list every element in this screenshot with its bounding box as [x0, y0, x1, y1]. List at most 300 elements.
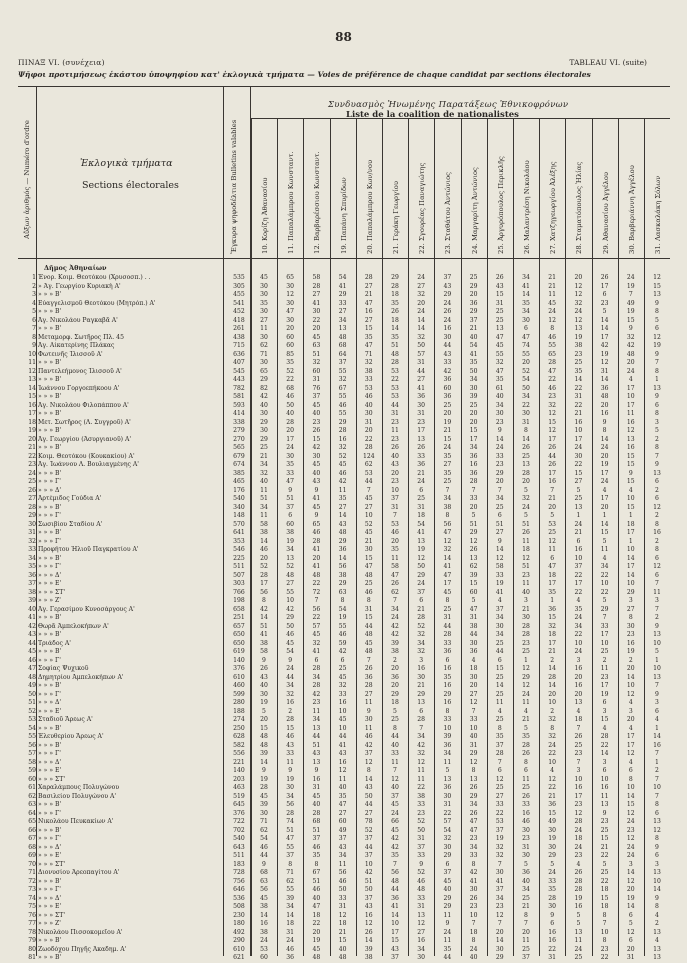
valid-ballots-cell: 782 — [233, 384, 245, 392]
vote-cell: 17 — [600, 495, 609, 502]
vote-cell: 23 — [574, 350, 583, 358]
valid-ballots-cell: 180 — [233, 920, 245, 927]
vote-cell: 5 — [471, 597, 476, 604]
vote-cell: 43 — [338, 520, 347, 528]
vote-cell: 13 — [417, 911, 426, 919]
row-number: 79 — [28, 937, 36, 944]
vote-cell: 12 — [600, 359, 609, 366]
vote-cell: 20 — [312, 325, 321, 332]
section-name: Ἀγ. Γερασίμου Κυνοσάργους Α' — [38, 605, 135, 613]
vote-cell: 37 — [338, 835, 347, 842]
vote-cell: 30 — [522, 614, 530, 621]
vote-cell: 21 — [574, 529, 583, 536]
vote-cell: 9 — [288, 767, 293, 774]
vote-cell: 13 — [574, 928, 583, 936]
vote-cell: 36 — [469, 452, 478, 460]
vote-cell: 37 — [522, 954, 530, 961]
vote-cell: 6 — [655, 571, 659, 579]
vote-cell: 13 — [653, 673, 661, 681]
vote-cell: 18 — [469, 665, 478, 672]
vote-cell: 36 — [443, 393, 452, 400]
vote-cell: 7 — [655, 359, 659, 366]
vote-cell: 20 — [626, 886, 635, 893]
vote-cell: 37 — [286, 852, 295, 859]
vote-cell: 16 — [574, 665, 583, 672]
row-number: 63 — [28, 801, 36, 808]
vote-cell: 36 — [548, 605, 557, 613]
vote-cell: 12 — [626, 750, 635, 757]
vote-cell: 1 — [628, 537, 633, 545]
row-number: 22 — [28, 452, 36, 460]
valid-ballots-cell: 279 — [233, 427, 245, 434]
vote-cell: 4 — [655, 937, 659, 944]
vote-cell: 8 — [471, 860, 476, 868]
vote-cell: 15 — [626, 316, 635, 324]
vote-cell: 15 — [338, 937, 347, 944]
vote-cell: 42 — [443, 367, 452, 375]
vote-cell: 37 — [443, 274, 452, 281]
candidate-header: 27. Χατζηγεωργίου Ἀλέξης — [549, 161, 558, 254]
vote-cell: 26 — [469, 784, 478, 791]
vote-cell: 47 — [469, 826, 478, 834]
vote-cell: 51 — [286, 826, 295, 834]
vote-cell: 16 — [469, 461, 478, 468]
table-row — [18, 827, 670, 836]
vote-cell: 10 — [600, 639, 609, 647]
vote-cell: 16 — [364, 911, 373, 919]
vote-cell: 10 — [626, 784, 635, 791]
section-name: Παντελεήμονος Ἰλισσοῦ Α' — [38, 367, 122, 375]
vote-cell: 23 — [391, 418, 399, 426]
vote-cell: 9 — [655, 690, 659, 698]
vote-cell: 60 — [286, 342, 295, 349]
vote-cell: 52 — [417, 818, 426, 825]
vote-cell: 64 — [338, 350, 347, 358]
vote-cell: 48 — [312, 571, 321, 579]
vote-cell: 44 — [312, 733, 321, 740]
valid-ballots-cell: 646 — [233, 886, 245, 893]
vote-cell: 13 — [338, 325, 347, 332]
vote-cell: 8 — [550, 724, 555, 732]
vote-cell: 47 — [364, 299, 373, 307]
vote-cell: 4 — [628, 486, 633, 494]
row-number: 10 — [28, 350, 36, 358]
table-row — [18, 920, 670, 929]
section-name: Δημητρίου Ἀμπελοκήπων Α' — [38, 673, 124, 681]
vote-cell: 44 — [260, 852, 268, 859]
vote-cell: 52 — [338, 452, 347, 460]
vote-cell: 6 — [655, 554, 659, 562]
vote-cell: 25 — [522, 784, 530, 791]
vote-cell: 30 — [364, 716, 373, 723]
vote-cell: 22 — [548, 945, 557, 953]
table-row — [18, 461, 670, 470]
section-name: Χαραλάμπους Πολυγώνου — [38, 784, 120, 791]
vote-cell: 52 — [417, 869, 426, 876]
table-row — [18, 351, 670, 360]
valid-ballots-cell: 541 — [233, 299, 245, 307]
vote-cell: 32 — [495, 843, 504, 851]
vote-cell: 13 — [653, 384, 661, 392]
vote-cell: 47 — [391, 571, 399, 579]
vote-cell: 35 — [443, 945, 452, 953]
vote-cell: 29 — [338, 418, 347, 426]
row-number: 44 — [28, 639, 36, 647]
vote-cell: 60 — [338, 818, 347, 825]
row-number: 59 — [28, 767, 36, 774]
row-number: 31 — [28, 529, 36, 536]
vote-cell: 4 — [628, 699, 633, 706]
row-number: 62 — [28, 792, 36, 800]
vote-cell: 23 — [574, 801, 583, 808]
section-name: Ἀρτέμιδος Γούδια Α' — [38, 495, 102, 502]
vote-cell: 5 — [576, 920, 581, 927]
vote-cell: 19 — [626, 894, 635, 902]
vote-cell: 31 — [548, 954, 557, 961]
vote-cell: 22 — [600, 954, 609, 961]
vote-cell: 51 — [312, 877, 321, 885]
vote-cell: 10 — [600, 928, 609, 936]
vote-cell: 63 — [260, 877, 268, 885]
vote-cell: 40 — [495, 393, 504, 400]
vote-cell: 6 — [340, 656, 345, 664]
vote-cell: 15 — [286, 724, 295, 732]
vote-cell: 13 — [495, 325, 504, 332]
vote-cell: 52 — [260, 563, 268, 570]
vote-cell: 24 — [391, 614, 399, 621]
vote-cell: 43 — [495, 282, 504, 290]
table-row — [18, 767, 670, 776]
vote-cell: 11 — [626, 410, 635, 417]
vote-cell: 23 — [574, 750, 583, 757]
vote-cell: 7 — [445, 486, 450, 494]
vote-cell: 24 — [600, 444, 609, 451]
vote-cell: 3 — [655, 597, 659, 604]
vote-cell: 20 — [469, 418, 478, 426]
row-number: 50 — [28, 690, 36, 698]
row-number: 76 — [28, 911, 36, 919]
vote-cell: 26 — [495, 274, 504, 281]
vote-cell: 4 — [497, 707, 502, 715]
vote-cell: 4 — [576, 597, 581, 604]
vote-cell: 15 — [312, 435, 321, 443]
vote-cell: 14 — [600, 316, 609, 324]
vote-cell: 12 — [653, 274, 661, 281]
vote-cell: 25 — [574, 495, 583, 502]
vote-cell: 19 — [626, 282, 635, 290]
vote-cell: 13 — [312, 724, 321, 732]
vote-cell: 51 — [312, 826, 321, 834]
vote-cell: 18 — [469, 928, 478, 936]
vote-cell: 45 — [286, 639, 295, 647]
vote-cell: 7 — [471, 486, 476, 494]
vote-cell: 45 — [312, 631, 321, 638]
valid-ballots-cell: 535 — [233, 274, 245, 281]
section-name: » » » Β' — [38, 444, 62, 451]
vote-cell: 24 — [548, 308, 557, 315]
vote-cell: 11 — [600, 792, 609, 800]
vote-cell: 21 — [548, 792, 557, 800]
vote-cell: 29 — [443, 852, 452, 859]
vote-cell: 20 — [495, 478, 504, 485]
vote-cell: 25 — [600, 869, 609, 876]
table-row — [18, 283, 670, 292]
vote-cell: 7 — [602, 920, 607, 927]
vote-cell: 11 — [522, 699, 530, 706]
vote-cell: 2 — [628, 656, 633, 664]
vote-cell: 26 — [417, 444, 426, 451]
vote-cell: 17 — [286, 435, 295, 443]
vote-cell: 13 — [443, 775, 452, 783]
vote-cell: 53 — [260, 945, 268, 953]
vote-cell: 63 — [312, 342, 321, 349]
vote-cell: 43 — [338, 843, 347, 851]
vote-cell: 20 — [574, 274, 583, 281]
vote-cell: 48 — [364, 648, 373, 655]
vote-cell: 10 — [574, 554, 583, 562]
section-name: » » » Β' — [38, 801, 62, 808]
valid-ballots-cell: 261 — [233, 325, 245, 332]
vote-cell: 65 — [286, 274, 295, 281]
column-rule — [461, 118, 462, 956]
vote-cell: 33 — [286, 750, 295, 757]
vote-cell: 2 — [655, 537, 659, 545]
vote-cell: 30 — [260, 333, 268, 341]
vote-cell: 12 — [522, 665, 530, 672]
vote-cell: 18 — [600, 903, 609, 910]
valid-ballots-cell: 198 — [233, 597, 245, 604]
column-rule — [618, 118, 619, 956]
row-number: 5 — [32, 308, 36, 315]
vote-cell: 46 — [338, 631, 347, 638]
vote-cell: 15 — [364, 325, 373, 332]
row-number: 65 — [28, 818, 36, 825]
vote-cell: 20 — [600, 452, 609, 460]
vote-cell: 16 — [338, 699, 347, 706]
section-name: » » » Β' — [38, 308, 62, 315]
vote-cell: 28 — [574, 877, 583, 885]
vote-cell: 53 — [391, 384, 399, 392]
vote-cell: 3 — [602, 758, 607, 766]
vote-cell: 16 — [443, 325, 452, 332]
vote-cell: 11 — [600, 546, 609, 553]
vote-cell: 33 — [548, 877, 557, 885]
vote-cell: 44 — [443, 622, 452, 630]
vote-cell: 27 — [286, 580, 295, 587]
vote-cell: 27 — [338, 503, 347, 511]
results-table — [18, 86, 670, 961]
vote-cell: 30 — [260, 282, 268, 290]
vote-cell: 14 — [574, 376, 583, 383]
vote-cell: 42 — [338, 648, 347, 655]
vote-cell: 8 — [288, 860, 293, 868]
vote-cell: 28 — [522, 741, 530, 749]
vote-cell: 30 — [286, 452, 295, 460]
vote-cell: 11 — [653, 588, 661, 596]
table-row — [18, 563, 670, 572]
vote-cell: 16 — [600, 784, 609, 791]
vote-cell: 6 — [497, 512, 502, 519]
vote-cell: 17 — [574, 792, 583, 800]
vote-cell: 2 — [655, 486, 659, 494]
vote-cell: 9 — [314, 512, 319, 519]
vote-cell: 5 — [576, 911, 581, 919]
vote-cell: 17 — [626, 563, 635, 570]
candidate-header: 31. Λασκαλάκη Σόλων — [654, 175, 662, 254]
section-name: » » » Β' — [38, 376, 62, 383]
vote-cell: 45 — [312, 333, 321, 341]
vote-cell: 68 — [260, 869, 268, 876]
vote-cell: 12 — [443, 537, 452, 545]
vote-cell: 21 — [548, 274, 557, 281]
vote-cell: 52 — [417, 622, 426, 630]
vote-cell: 27 — [364, 809, 373, 817]
vote-cell: 9 — [655, 299, 659, 307]
section-name: Ἀγ. Νικολάου Ραγκαβᾶ Α' — [38, 316, 118, 324]
vote-cell: 4 — [576, 707, 581, 715]
table-row — [18, 555, 670, 564]
vote-cell: 46 — [338, 877, 347, 885]
vote-cell: 25 — [522, 452, 530, 460]
vote-cell: 5 — [602, 308, 607, 315]
vote-cell: 14 — [443, 554, 452, 562]
vote-cell: 29 — [469, 792, 478, 800]
vote-cell: 1 — [550, 597, 555, 604]
vote-cell: 29 — [443, 903, 452, 910]
vote-cell: 26 — [391, 580, 399, 587]
vote-cell: 32 — [364, 359, 373, 366]
vote-cell: 30 — [286, 299, 295, 307]
vote-cell: 5 — [550, 512, 555, 519]
vote-cell: 55 — [338, 622, 347, 630]
section-name: » » » Ζ' — [38, 597, 61, 604]
table-row — [18, 895, 670, 904]
vote-cell: 24 — [443, 316, 452, 324]
vote-cell: 31 — [626, 954, 635, 961]
row-number: 51 — [28, 699, 36, 706]
vote-cell: 22 — [574, 631, 583, 638]
vote-cell: 18 — [574, 835, 583, 842]
vote-cell: 50 — [286, 401, 295, 409]
table-row — [18, 665, 670, 674]
valid-ballots-cell: 460 — [233, 682, 245, 689]
vote-cell: 12 — [417, 920, 426, 927]
vote-cell: 2 — [288, 707, 293, 715]
valid-ballots-cell: 338 — [233, 418, 245, 426]
section-name: » » » Β' — [38, 393, 62, 400]
vote-cell: 39 — [286, 894, 295, 902]
vote-cell: 14 — [600, 325, 609, 332]
vote-cell: 48 — [391, 877, 399, 885]
vote-cell: 56 — [260, 588, 268, 596]
vote-cell: 28 — [260, 571, 268, 579]
vote-cell: 38 — [286, 529, 295, 536]
valid-ballots-cell: 353 — [233, 537, 245, 545]
row-number: 48 — [28, 673, 36, 681]
table-row — [18, 623, 670, 632]
vote-cell: 31 — [443, 614, 452, 621]
vote-cell: 16 — [312, 775, 321, 783]
vote-cell: 55 — [286, 886, 295, 893]
vote-cell: 36 — [364, 673, 373, 681]
vote-cell: 11 — [391, 554, 399, 562]
vote-cell: 43 — [443, 350, 452, 358]
table-row — [18, 419, 670, 428]
vote-cell: 55 — [338, 393, 347, 400]
section-name: » » » Γ' — [38, 656, 61, 664]
vote-cell: 47 — [364, 342, 373, 349]
vote-cell: 30 — [548, 843, 557, 851]
vote-cell: 33 — [443, 639, 452, 647]
vote-cell: 15 — [600, 716, 609, 723]
vote-cell: 49 — [548, 818, 557, 825]
vote-cell: 47 — [338, 801, 347, 808]
vote-cell: 44 — [338, 733, 347, 740]
vote-cell: 34 — [443, 495, 452, 502]
vote-cell: 27 — [626, 605, 635, 613]
vote-cell: 24 — [574, 843, 583, 851]
vote-cell: 21 — [417, 605, 426, 613]
section-name: » » » Β' — [38, 554, 62, 562]
valid-ballots-cell: 176 — [233, 486, 245, 494]
valid-ballots-cell: 508 — [233, 903, 245, 910]
vote-cell: 31 — [600, 367, 609, 375]
valid-ballots-cell: 610 — [233, 673, 245, 681]
vote-cell: 22 — [522, 401, 530, 409]
vote-cell: 9 — [602, 809, 607, 817]
section-name: » » » Β' — [38, 648, 62, 655]
vote-cell: 78 — [364, 818, 373, 825]
vote-cell: 44 — [364, 622, 373, 630]
vote-cell: 14 — [626, 792, 635, 800]
valid-ballots-cell: 674 — [233, 461, 245, 468]
vote-cell: 53 — [391, 393, 399, 400]
vote-cell: 36 — [286, 954, 295, 961]
vote-cell: 41 — [469, 877, 478, 885]
vote-cell: 45 — [338, 716, 347, 723]
vote-cell: 34 — [522, 393, 530, 400]
vote-cell: 40 — [391, 452, 399, 460]
vote-cell: 1 — [524, 656, 528, 664]
vote-cell: 11 — [548, 546, 557, 553]
vote-cell: 43 — [364, 784, 373, 791]
vote-cell: 27 — [338, 809, 347, 817]
vote-cell: 33 — [338, 894, 347, 902]
vote-cell: 5 — [524, 724, 528, 732]
vote-cell: 15 — [626, 503, 635, 511]
vote-cell: 45 — [260, 894, 268, 902]
vote-cell: 47 — [443, 571, 452, 579]
row-number: 43 — [28, 631, 36, 638]
vote-cell: 24 — [574, 945, 583, 953]
table-row — [18, 750, 670, 759]
row-number: 69 — [28, 852, 36, 859]
valid-ballots-cell: 452 — [233, 308, 245, 315]
row-number: 33 — [28, 546, 36, 553]
table-row — [18, 691, 670, 700]
vote-cell: 19 — [574, 894, 583, 902]
table-row — [18, 946, 670, 955]
vote-cell: 11 — [574, 937, 583, 944]
vote-cell: 44 — [391, 401, 399, 409]
vote-cell: 34 — [522, 308, 530, 315]
vote-cell: 31 — [469, 614, 478, 621]
vote-cell: 20 — [626, 665, 635, 672]
row-number: 74 — [28, 894, 36, 902]
vote-cell: 58 — [495, 563, 504, 570]
vote-cell: 5 — [445, 767, 450, 774]
vote-cell: 37 — [495, 605, 504, 613]
